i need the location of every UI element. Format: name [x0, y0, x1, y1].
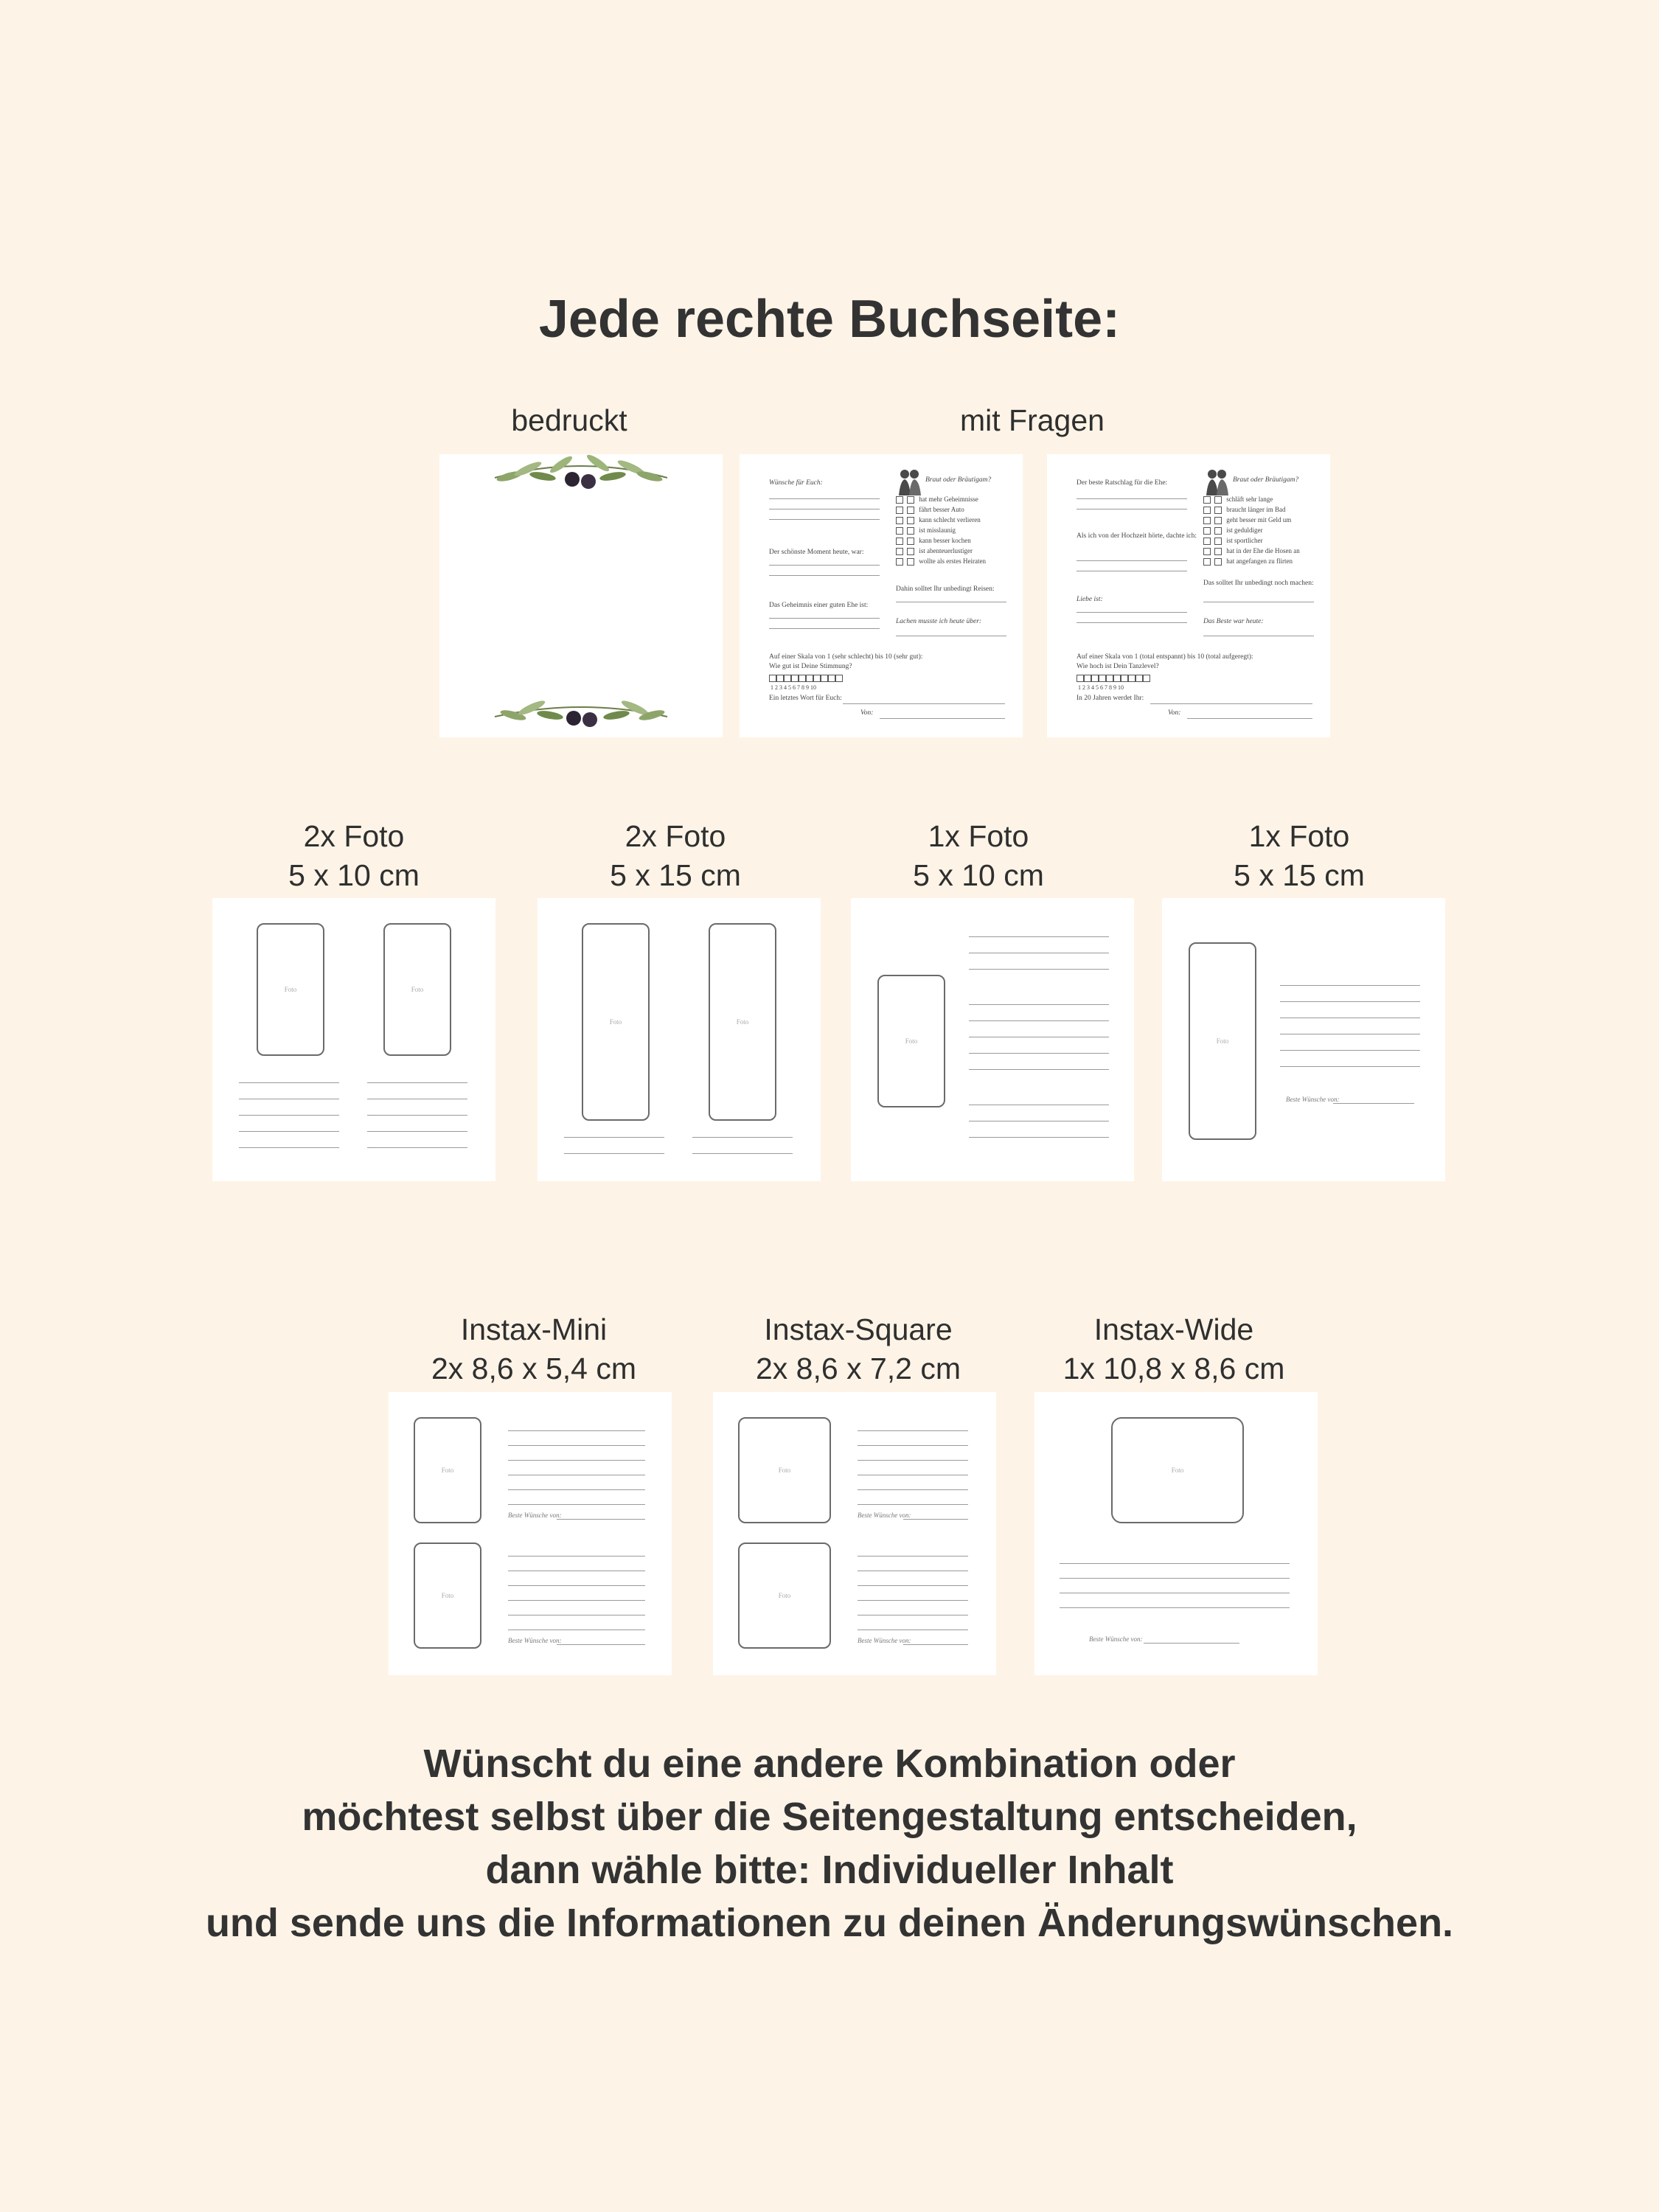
question-love: Liebe ist:	[1077, 596, 1103, 603]
layout-size: 5 x 15 cm	[610, 858, 741, 892]
layout-title: Instax-Square	[764, 1312, 953, 1346]
layout-size: 5 x 15 cm	[1234, 858, 1365, 892]
item: braucht länger im Bad	[1226, 506, 1286, 513]
photo-slot: Foto	[877, 975, 945, 1107]
info-line: dann wähle bitte: Individueller Inhalt	[485, 1848, 1174, 1892]
wish-caption: Beste Wünsche von:	[1089, 1635, 1143, 1643]
photo-slot: Foto	[738, 1417, 831, 1523]
wish-caption: Beste Wünsche von:	[508, 1512, 562, 1519]
olive-branch-decoration	[439, 454, 723, 737]
item: fährt besser Auto	[919, 506, 964, 513]
label-instax-wide	[1026, 1310, 1321, 1388]
question-best: Das Beste war heute:	[1203, 618, 1264, 625]
layout-title: Instax-Wide	[1093, 1312, 1254, 1346]
scale-question: Auf einer Skala von 1 (sehr schlecht) bis 10 (sehr gut):	[769, 653, 923, 661]
photo-slot: Foto	[709, 923, 776, 1121]
page-1x-foto-5x15	[1162, 898, 1445, 1181]
label-layout-2x-5x15	[528, 817, 823, 895]
info-line: Wünscht du eine andere Kombination oder	[423, 1742, 1236, 1786]
layout-title: 2x Foto	[303, 819, 405, 853]
question-moment: Der schönste Moment heute, war:	[769, 549, 864, 556]
scale-numbers: 1 2 3 4 5 6 7 8 9 10	[771, 684, 816, 691]
layout-title: Instax-Mini	[460, 1312, 608, 1346]
couple-icon	[896, 467, 922, 497]
photo-slot: Foto	[383, 923, 451, 1056]
page-questions-b	[1047, 454, 1330, 737]
wish-caption: Beste Wünsche von:	[858, 1512, 911, 1519]
photo-slot: Foto	[414, 1417, 481, 1523]
page-instax-square	[713, 1392, 996, 1675]
layout-size: 5 x 10 cm	[913, 858, 1044, 892]
question-secret: Das Geheimnis einer guten Ehe ist:	[769, 602, 869, 609]
from-label: Von:	[860, 709, 874, 717]
scale-question: Auf einer Skala von 1 (total entspannt) bis 10 (total aufgeregt):	[1077, 653, 1253, 661]
question-future: In 20 Jahren werdet Ihr:	[1077, 695, 1144, 702]
scale-boxes	[1077, 674, 1150, 682]
item: ist sportlicher	[1226, 537, 1263, 544]
layout-size: 1x 10,8 x 8,6 cm	[1062, 1352, 1285, 1385]
scale-numbers: 1 2 3 4 5 6 7 8 9 10	[1078, 684, 1124, 691]
page-instax-wide	[1034, 1392, 1318, 1675]
question-todo: Das solltet Ihr unbedingt noch machen:	[1203, 580, 1314, 587]
page-1x-foto-5x10	[851, 898, 1134, 1181]
page-instax-mini	[389, 1392, 672, 1675]
scale-subquestion: Wie hoch ist Dein Tanzlevel?	[1077, 663, 1159, 670]
photo-slot: Foto	[1189, 942, 1256, 1140]
photo-slot: Foto	[582, 923, 650, 1121]
info-line: und sende uns die Informationen zu deinen Änderungswünschen.	[205, 1901, 1454, 1945]
item: kann schlecht verlieren	[919, 516, 981, 524]
item: hat in der Ehe die Hosen an	[1226, 547, 1300, 554]
item: wollte als erstes Heiraten	[919, 557, 986, 565]
layout-size: 2x 8,6 x 7,2 cm	[755, 1352, 961, 1385]
page-2x-foto-5x10	[212, 898, 495, 1181]
item: ist geduldiger	[1226, 526, 1263, 534]
label-printed: bedruckt	[511, 403, 627, 437]
bottom-info-text	[0, 1737, 1659, 1950]
item: hat mehr Geheimnisse	[919, 495, 978, 503]
wish-caption: Beste Wünsche von:	[508, 1637, 562, 1644]
photo-slot: Foto	[1111, 1417, 1244, 1523]
page-2x-foto-5x15	[538, 898, 821, 1181]
item: kann besser kochen	[919, 537, 971, 544]
label-layout-1x-5x10	[831, 817, 1126, 895]
layout-title: 1x Foto	[1248, 819, 1350, 853]
question-bride-groom: Braut oder Bräutigam?	[1233, 476, 1299, 484]
photo-slot: Foto	[738, 1543, 831, 1649]
photo-slot: Foto	[257, 923, 324, 1056]
item: hat angefangen zu flirten	[1226, 557, 1293, 565]
photo-slot: Foto	[414, 1543, 481, 1649]
item: schläft sehr lange	[1226, 495, 1273, 503]
question-last-word: Ein letztes Wort für Euch:	[769, 695, 842, 702]
wish-caption: Beste Wünsche von:	[858, 1637, 911, 1644]
page-printed	[439, 454, 723, 737]
layout-title: 2x Foto	[625, 819, 726, 853]
from-label: Von:	[1168, 709, 1181, 717]
layout-title: 1x Foto	[928, 819, 1029, 853]
item: ist misslaunig	[919, 526, 956, 534]
layout-size: 2x 8,6 x 5,4 cm	[431, 1352, 636, 1385]
wish-caption: Beste Wünsche von:	[1286, 1096, 1340, 1103]
layout-size: 5 x 10 cm	[288, 858, 420, 892]
label-instax-square	[711, 1310, 1006, 1388]
info-line: möchtest selbst über die Seitengestaltung entscheiden,	[302, 1795, 1357, 1839]
item: ist abenteuerlustiger	[919, 547, 973, 554]
couple-icon	[1203, 467, 1230, 497]
item: geht besser mit Geld um	[1226, 516, 1292, 524]
page-heading: Jede rechte Buchseite:	[538, 290, 1121, 349]
question-laugh: Lachen musste ich heute über:	[896, 618, 982, 625]
question-travel: Dahin solltet Ihr unbedingt Reisen:	[896, 585, 995, 593]
page-questions-a	[740, 454, 1023, 737]
question-advice: Der beste Ratschlag für die Ehe:	[1077, 479, 1168, 487]
scale-boxes	[769, 674, 843, 682]
question-thought: Als ich von der Hochzeit hörte, dachte ich:	[1077, 532, 1197, 540]
label-layout-2x-5x10	[206, 817, 501, 895]
label-with-questions: mit Fragen	[960, 403, 1105, 437]
question-wishes: Wünsche für Euch:	[769, 479, 823, 487]
question-bride-groom: Braut oder Bräutigam?	[925, 476, 992, 484]
label-layout-1x-5x15	[1152, 817, 1447, 895]
label-instax-mini	[386, 1310, 681, 1388]
scale-subquestion: Wie gut ist Deine Stimmung?	[769, 663, 852, 670]
